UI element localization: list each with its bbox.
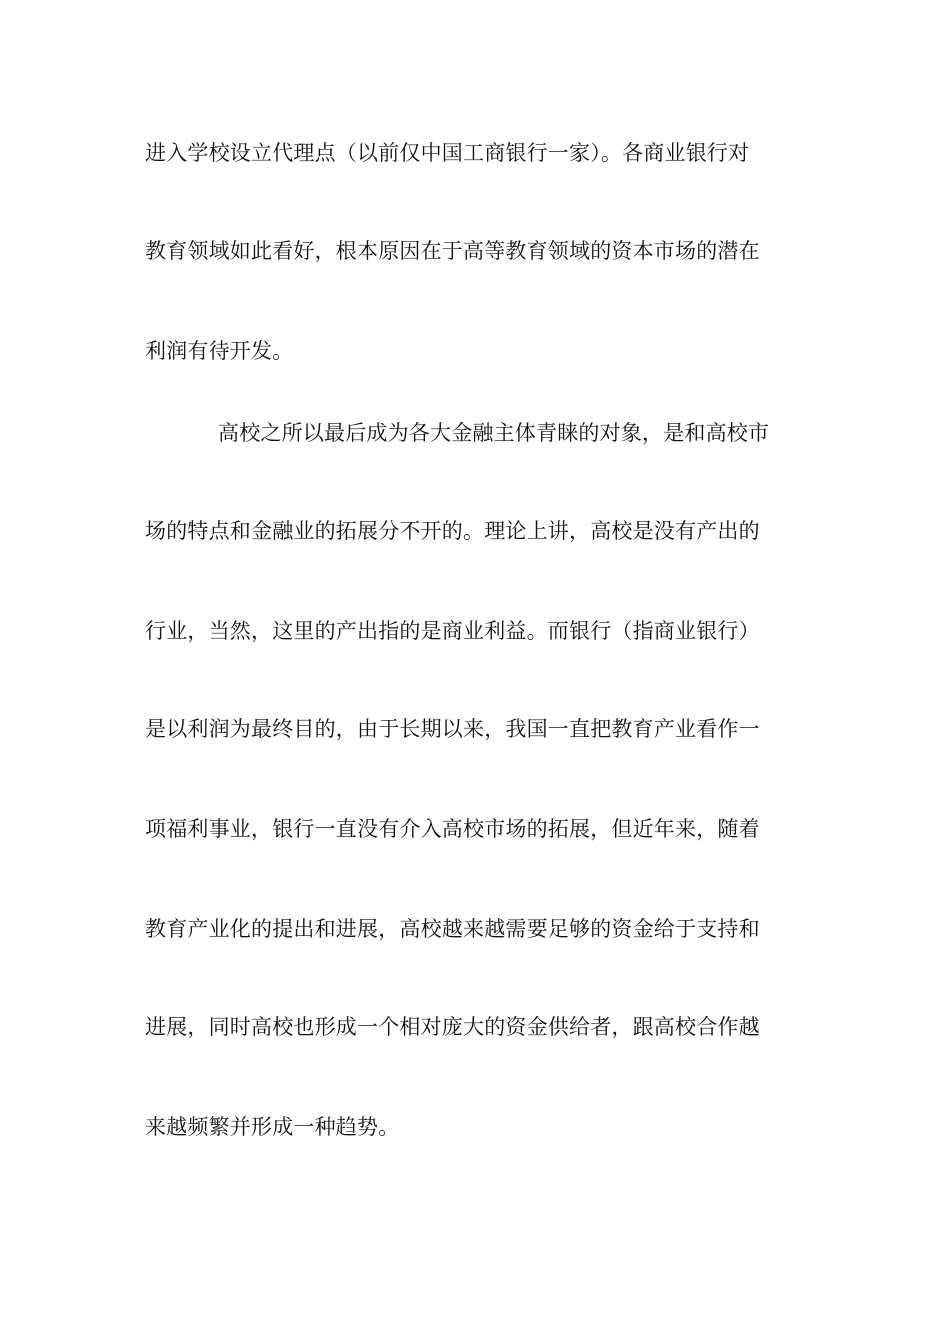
text-line: 场的特点和金融业的拓展分不开的。理论上讲，高校是没有产出的 — [145, 519, 760, 543]
text-line: 利润有待开发。 — [145, 339, 294, 363]
text-line: 项福利事业，银行一直没有介入高校市场的拓展，但近年来，随着 — [145, 817, 760, 841]
text-line: 教育领域如此看好，根本原因在于高等教育领域的资本市场的潜在 — [145, 239, 760, 263]
text-line: 行业，当然，这里的产出指的是商业利益。而银行（指商业银行） — [145, 619, 760, 643]
text-line: 进入学校设立代理点（以前仅中国工商银行一家）。各商业银行对 — [145, 141, 750, 165]
text-line: 是以利润为最终目的，由于长期以来，我国一直把教育产业看作一 — [145, 717, 760, 741]
text-line: 进展，同时高校也形成一个相对庞大的资金供给者，跟高校合作越 — [145, 1015, 760, 1039]
text-line: 高校之所以最后成为各大金融主体青睐的对象，是和高校市 — [218, 421, 770, 445]
text-line: 来越频繁并形成一种趋势。 — [145, 1115, 400, 1139]
text-line: 教育产业化的提出和进展，高校越来越需要足够的资金给于支持和 — [145, 917, 760, 941]
